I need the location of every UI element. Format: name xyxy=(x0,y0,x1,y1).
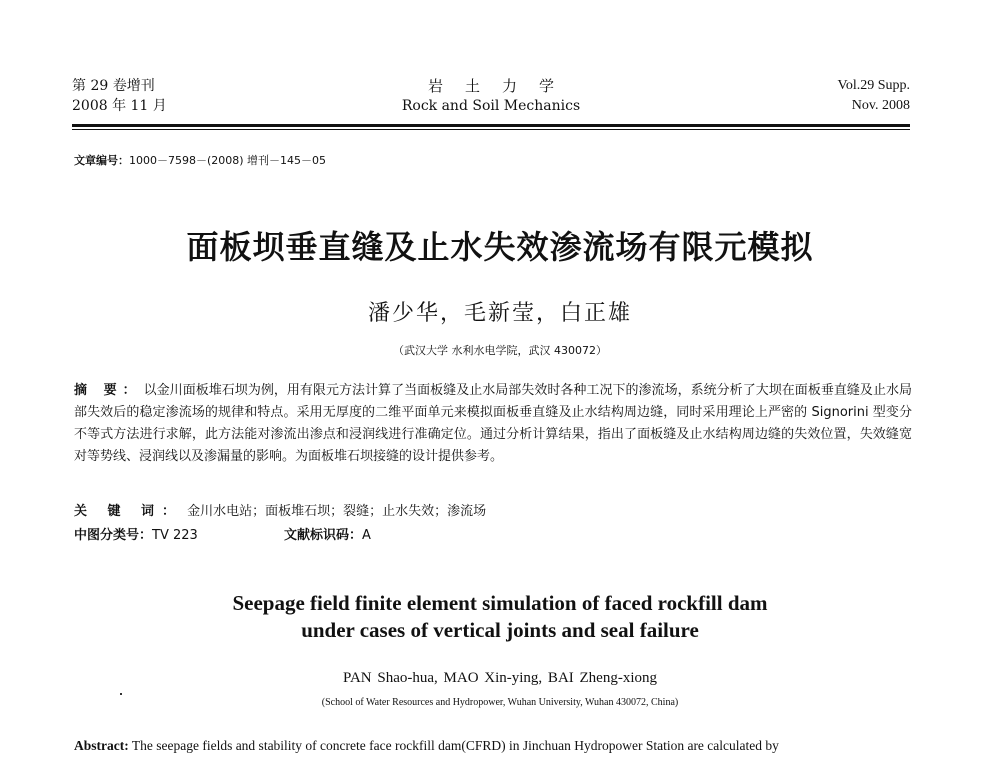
classification-row xyxy=(74,524,371,543)
journal-name-en: Rock and Soil Mechanics xyxy=(401,98,581,114)
classification-label: 中图分类号： xyxy=(74,528,153,543)
header-right xyxy=(838,76,910,116)
title-en-line2: under cases of vertical joints and seal failure xyxy=(301,618,699,642)
article-number xyxy=(74,152,326,168)
authors-en: PAN Shao-hua, MAO Xin-ying, BAI Zheng-xiong xyxy=(342,670,657,686)
title-en-line1: Seepage field finite element simulation of faced rockfill dam xyxy=(232,591,768,615)
scan-speck xyxy=(120,693,122,695)
abstract-cn-label: 摘 要： xyxy=(74,383,142,398)
keywords-cn-label: 关 键 词： xyxy=(74,504,184,519)
date-en: Nov. 2008 xyxy=(851,98,910,113)
affiliation-en: (School of Water Resources and Hydropower, Wuhan University, Wuhan 430072, China) xyxy=(321,697,679,708)
classification-value: TV 223 xyxy=(152,528,198,543)
document-code-label: 文献标识码： xyxy=(284,528,363,543)
article-number-value: 1000－7598－(2008) 增刊－145－05 xyxy=(129,154,327,167)
document-code-value: A xyxy=(362,528,371,543)
document-code xyxy=(284,524,371,543)
abstract-cn-text: 以金川面板堆石坝为例，用有限元方法计算了当面板缝及止水局部失效时各种工况下的渗流场，系统分析了大坝在面板垂直缝及止水局部失效后的稳定渗流场的规律和特点。采用无厚度的二维平面单元来模拟面板垂直缝及止水结构周边缝，同时采用理论上严密的 Signorini 型变分不等式方法进行求解，此方法能对渗流出渗点和浸润线进行准确定位。通过分析计算结果，指出了面板缝及止水结构周边缝的失效位置，失效缝宽对等势线、浸润线以及渗漏量的影响。为面板堆石坝接缝的设计提供参考。 xyxy=(74,383,912,464)
abstract-en-label: Abstract: xyxy=(74,738,129,753)
authors-cn: 潘少华，毛新莹，白正雄 xyxy=(367,301,632,326)
journal-header xyxy=(72,76,910,120)
keywords-cn-text: 金川水电站；面板堆石坝；裂缝；止水失效；渗流场 xyxy=(187,504,487,519)
title-en xyxy=(0,590,1000,644)
header-center xyxy=(72,76,910,116)
article-number-label: 文章编号： xyxy=(74,154,129,167)
volume-en: Vol.29 Supp. xyxy=(837,78,910,93)
keywords-cn xyxy=(74,500,486,519)
date-cn: 2008 年 11 月 xyxy=(72,98,167,114)
volume-cn: 第 29 卷增刊 xyxy=(72,78,155,94)
header-rule-thin xyxy=(72,129,910,130)
abstract-cn xyxy=(74,380,912,468)
abstract-en xyxy=(74,738,934,754)
abstract-en-text: The seepage fields and stability of concrete face rockfill dam(CFRD) in Jinchuan Hydropower Station are calculated by xyxy=(128,738,779,753)
title-cn: 面板坝垂直缝及止水失效渗流场有限元模拟 xyxy=(186,228,814,266)
affiliation-cn: （武汉大学 水利水电学院，武汉 430072） xyxy=(393,344,607,357)
header-rule-thick xyxy=(72,124,910,127)
journal-name-cn: 岩土力学 xyxy=(427,77,576,95)
